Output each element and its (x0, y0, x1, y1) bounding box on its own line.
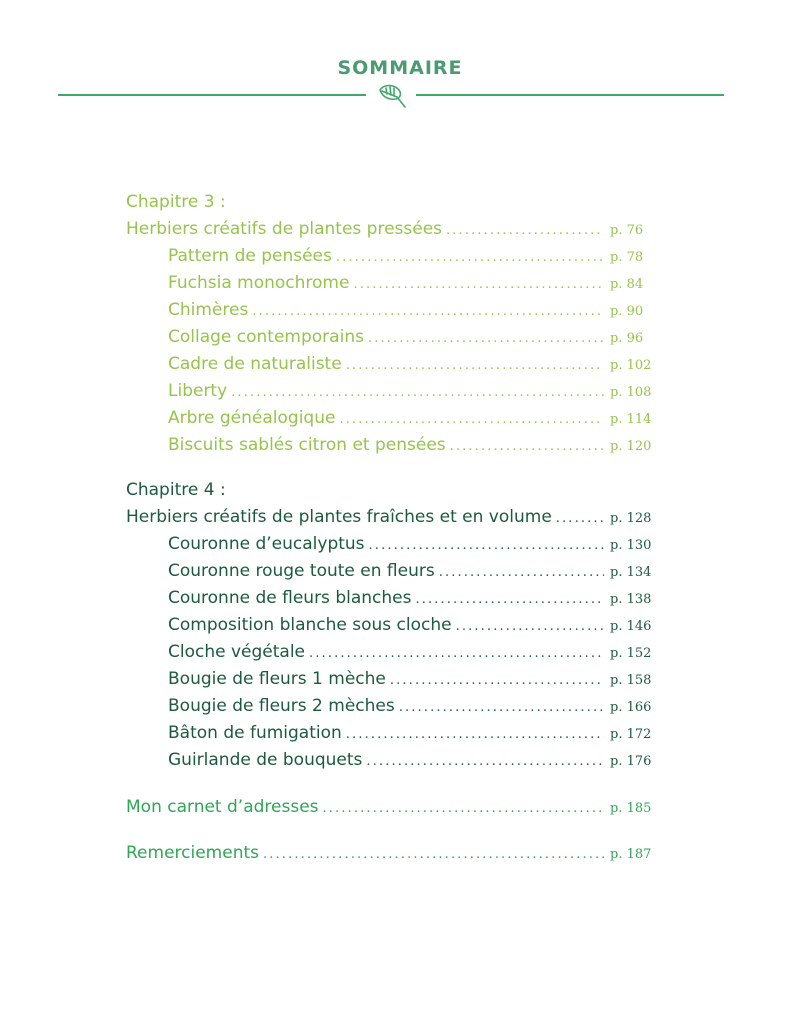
toc-entry[interactable] (126, 435, 654, 462)
toc-entry[interactable] (126, 588, 654, 615)
title-rule-right (416, 94, 724, 96)
page-number: p. 120 (610, 439, 652, 454)
entry-label: Herbiers créatifs de plantes pressées (126, 219, 443, 239)
toc-entry[interactable] (126, 381, 654, 408)
toc-entry[interactable] (126, 273, 654, 300)
entry-label: Fuchsia monochrome (168, 273, 350, 293)
entry-label: Guirlande de bouquets (168, 750, 363, 770)
entry-label: Chimères (168, 300, 249, 320)
page-number: p. 114 (610, 412, 652, 427)
toc-entry[interactable] (126, 327, 654, 354)
leaf-icon (374, 82, 410, 110)
leader-dots (415, 592, 604, 607)
page-number: p. 102 (610, 358, 652, 373)
leader-dots (231, 385, 604, 400)
leader-dots (456, 619, 604, 634)
page-number: p. 90 (610, 304, 644, 319)
entry-label: Couronne de fleurs blanches (168, 588, 412, 608)
entry-label: Cloche végétale (168, 642, 306, 662)
page-number: p. 78 (610, 250, 644, 265)
toc-entry[interactable] (126, 750, 654, 777)
leader-dots (366, 754, 604, 769)
page-number: p. 76 (610, 223, 644, 238)
leader-dots (339, 412, 604, 427)
entry-label: Bougie de fleurs 2 mèches (168, 696, 395, 716)
page-number: p. 134 (610, 565, 652, 580)
leader-dots (346, 727, 604, 742)
page-number: p. 172 (610, 727, 652, 742)
toc-entry[interactable] (126, 300, 654, 327)
leader-dots (309, 646, 604, 661)
entry-label: Liberty (168, 381, 228, 401)
leader-dots (252, 304, 604, 319)
leader-dots (336, 250, 604, 265)
entry-label: Mon carnet d’adresses (126, 797, 319, 817)
toc-entry[interactable] (126, 696, 654, 723)
toc-entry[interactable] (126, 723, 654, 750)
extras-section (126, 797, 654, 873)
toc-entry[interactable] (126, 615, 654, 642)
entry-label: Herbiers créatifs de plantes fraîches et en volume (126, 507, 552, 527)
leader-dots (446, 223, 604, 238)
page-number: p. 108 (610, 385, 652, 400)
leader-dots (369, 538, 604, 553)
page-number: p. 176 (610, 754, 652, 769)
leader-dots (450, 439, 604, 454)
leader-dots (439, 565, 604, 580)
title-rule-left (58, 94, 366, 96)
page-number: p. 84 (610, 277, 644, 292)
page-number: p. 158 (610, 673, 652, 688)
toc-entry-acknowledgements[interactable] (126, 843, 654, 873)
leader-dots (353, 277, 604, 292)
toc-entry-chapter-4-title[interactable] (126, 507, 654, 534)
page-number: p. 130 (610, 538, 652, 553)
leader-dots (323, 801, 604, 816)
toc-entry-address-book[interactable] (126, 797, 654, 827)
chapter-4-heading: Chapitre 4 : (126, 480, 226, 500)
table-of-contents (126, 192, 654, 873)
page-number: p. 128 (610, 511, 652, 526)
page-title: SOMMAIRE (337, 57, 463, 79)
page-number: p. 138 (610, 592, 652, 607)
entry-label: Pattern de pensées (168, 246, 332, 266)
toc-entry[interactable] (126, 642, 654, 669)
leader-dots (346, 358, 604, 373)
entry-label: Bâton de fumigation (168, 723, 342, 743)
toc-entry[interactable] (126, 354, 654, 381)
entry-label: Collage contemporains (168, 327, 364, 347)
toc-entry[interactable] (126, 561, 654, 588)
entry-label: Bougie de fleurs 1 mèche (168, 669, 386, 689)
entry-label: Couronne d’eucalyptus (168, 534, 365, 554)
chapter-4-section (126, 480, 654, 777)
chapter-3-heading: Chapitre 3 : (126, 192, 226, 212)
entry-label: Arbre généalogique (168, 408, 336, 428)
leader-dots (368, 331, 604, 346)
page-number: p. 152 (610, 646, 652, 661)
leader-dots (556, 511, 604, 526)
entry-label: Couronne rouge toute en fleurs (168, 561, 435, 581)
toc-entry[interactable] (126, 669, 654, 696)
page-number: p. 166 (610, 700, 652, 715)
toc-entry[interactable] (126, 408, 654, 435)
entry-label: Cadre de naturaliste (168, 354, 342, 374)
entry-label: Composition blanche sous cloche (168, 615, 452, 635)
toc-entry-chapter-3-title[interactable] (126, 219, 654, 246)
page-number: p. 187 (610, 847, 652, 862)
page-number: p. 146 (610, 619, 652, 634)
leader-dots (399, 700, 604, 715)
entry-label: Remerciements (126, 843, 259, 863)
entry-label: Biscuits sablés citron et pensées (168, 435, 446, 455)
page-number: p. 185 (610, 801, 652, 816)
toc-entry[interactable] (126, 534, 654, 561)
page-number: p. 96 (610, 331, 644, 346)
chapter-3-section (126, 192, 654, 462)
leader-dots (390, 673, 604, 688)
leader-dots (263, 847, 604, 862)
toc-entry[interactable] (126, 246, 654, 273)
